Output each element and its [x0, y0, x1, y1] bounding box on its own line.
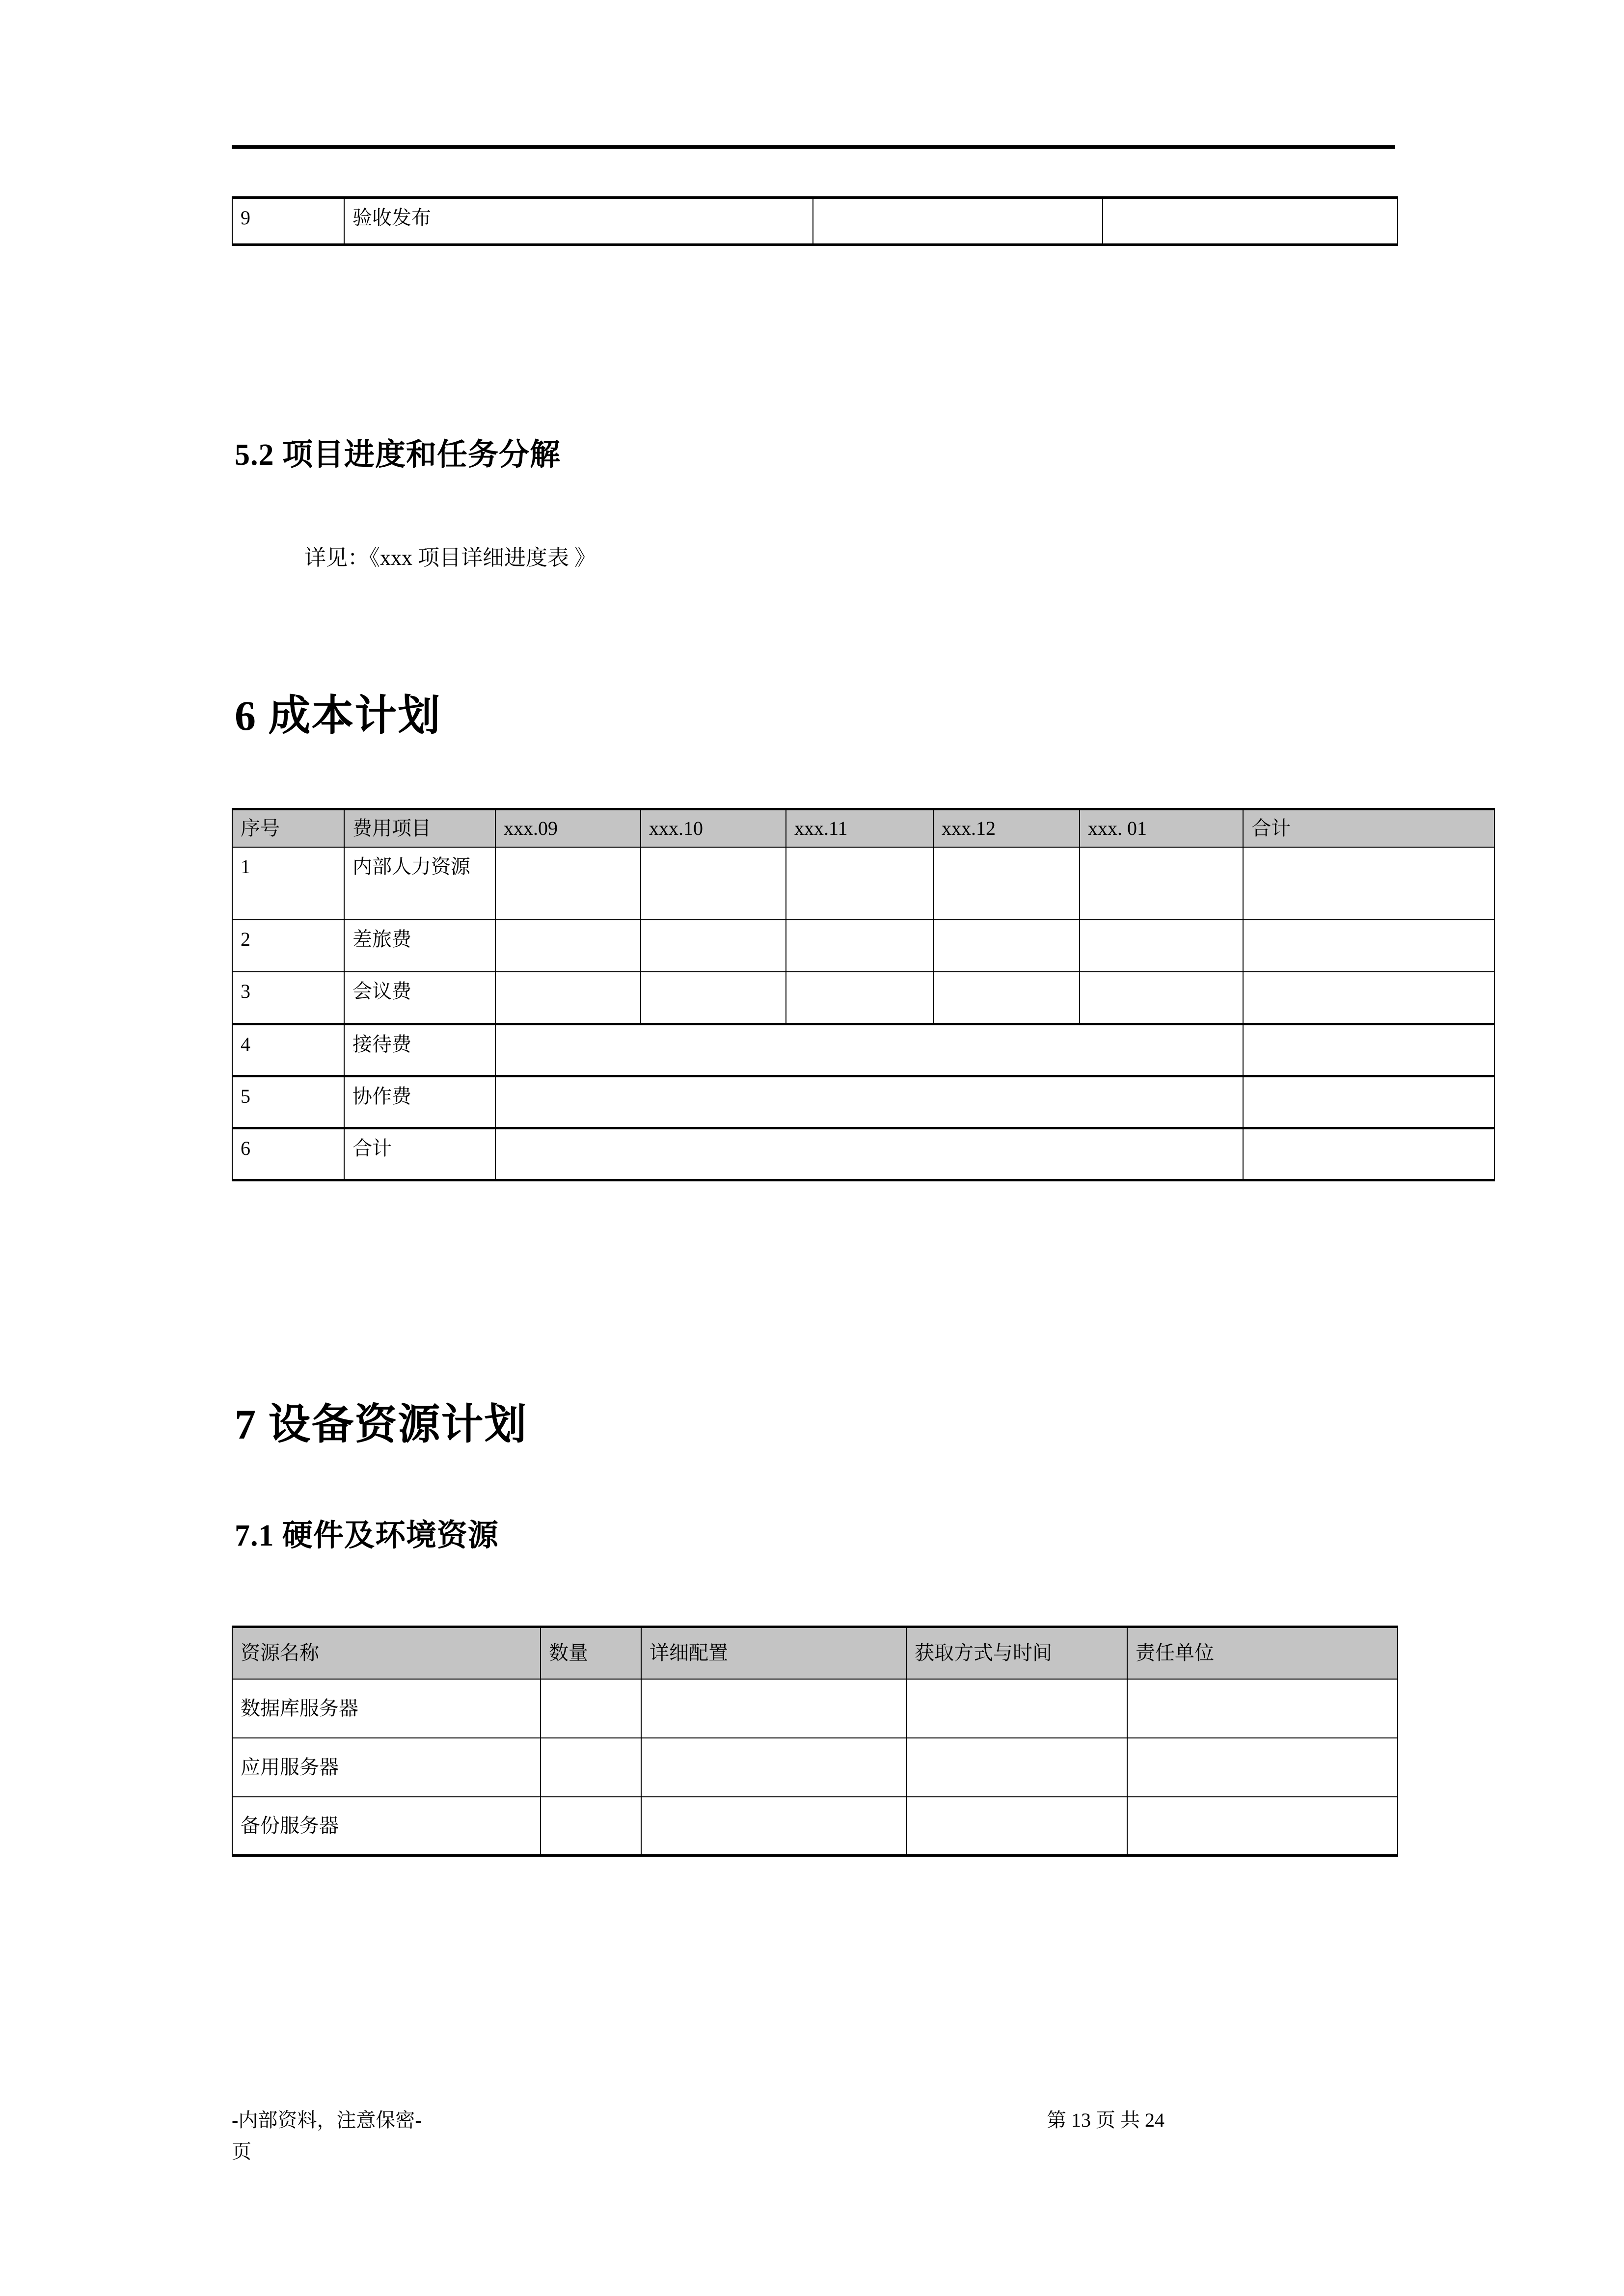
hardware-header-acquire: 获取方式与时间	[906, 1627, 1127, 1679]
cost-cell-merged	[495, 1076, 1243, 1128]
cost-header-item: 费用项目	[344, 809, 495, 848]
footer-confidential-text: -内部资料，注意保密-	[232, 2109, 422, 2131]
cost-header-m11: xxx.11	[786, 809, 933, 848]
footer-confidential-notice	[232, 2105, 674, 2167]
hardware-resource-table	[232, 1626, 1398, 1857]
cost-row-item: 差旅费	[344, 920, 495, 972]
cost-cell-m10	[641, 972, 786, 1024]
heading-7-1: 7.1 硬件及环境资源	[235, 1519, 499, 1552]
table-row	[232, 1738, 1398, 1797]
cost-cell-merged	[495, 1024, 1243, 1076]
cost-cell-m09	[495, 920, 641, 972]
heading-6: 6 成本计划	[235, 692, 441, 739]
task-row-name: 验收发布	[344, 198, 813, 245]
cost-cell-total	[1243, 972, 1494, 1024]
hardware-header-qty: 数量	[541, 1627, 641, 1679]
hardware-row-name: 数据库服务器	[232, 1679, 541, 1738]
hardware-header-name: 资源名称	[232, 1627, 541, 1679]
cost-row-number: 2	[232, 920, 344, 972]
hardware-row-acquire	[906, 1679, 1127, 1738]
table-row	[232, 1679, 1398, 1738]
task-row-col4	[1103, 198, 1398, 245]
cost-cell-m01	[1080, 972, 1243, 1024]
cost-cell-m12	[933, 847, 1080, 920]
cost-header-total: 合计	[1243, 809, 1494, 848]
cost-row-item: 内部人力资源	[344, 847, 495, 920]
cost-cell-m09	[495, 847, 641, 920]
cost-row-number: 5	[232, 1076, 344, 1128]
hardware-row-acquire	[906, 1797, 1127, 1856]
cost-cell-m01	[1080, 920, 1243, 972]
table-row	[232, 972, 1494, 1024]
cost-cell-m10	[641, 847, 786, 920]
cost-table-header-row	[232, 809, 1494, 848]
paragraph-5-2: 详见：《xxx 项目详细进度表 》	[304, 546, 596, 570]
cost-cell-total	[1243, 920, 1494, 972]
footer-confidential-wrap: 页	[232, 2140, 251, 2163]
cost-row-item: 接待费	[344, 1024, 495, 1076]
cost-header-no: 序号	[232, 809, 344, 848]
table-row	[232, 1128, 1494, 1180]
cost-cell-m12	[933, 920, 1080, 972]
hardware-row-acquire	[906, 1738, 1127, 1797]
cost-row-item: 会议费	[344, 972, 495, 1024]
task-row-number: 9	[232, 198, 344, 245]
hardware-row-qty	[541, 1797, 641, 1856]
cost-cell-m10	[641, 920, 786, 972]
cost-cell-total	[1243, 1076, 1494, 1128]
table-row	[232, 1024, 1494, 1076]
hardware-row-config	[641, 1679, 906, 1738]
hardware-row-owner	[1127, 1797, 1398, 1856]
hardware-header-owner: 责任单位	[1127, 1627, 1398, 1679]
heading-5-2: 5.2 项目进度和任务分解	[235, 438, 561, 472]
cost-table	[232, 808, 1495, 1181]
hardware-row-owner	[1127, 1738, 1398, 1797]
table-row	[232, 1797, 1398, 1856]
table-row	[232, 198, 1398, 245]
cost-cell-m11	[786, 847, 933, 920]
hardware-row-config	[641, 1738, 906, 1797]
cost-cell-m09	[495, 972, 641, 1024]
table-row	[232, 1076, 1494, 1128]
cost-header-m09: xxx.09	[495, 809, 641, 848]
cost-row-item: 合计	[344, 1128, 495, 1180]
task-row-col3	[813, 198, 1103, 245]
cost-cell-m11	[786, 920, 933, 972]
cost-row-number: 1	[232, 847, 344, 920]
cost-header-m12: xxx.12	[933, 809, 1080, 848]
table-row	[232, 920, 1494, 972]
cost-row-number: 4	[232, 1024, 344, 1076]
cost-row-number: 3	[232, 972, 344, 1024]
cost-cell-m11	[786, 972, 933, 1024]
hardware-row-qty	[541, 1679, 641, 1738]
cost-cell-total	[1243, 1128, 1494, 1180]
hardware-table-header-row	[232, 1627, 1398, 1679]
task-table-continued	[232, 196, 1398, 246]
cost-row-item: 协作费	[344, 1076, 495, 1128]
hardware-header-config: 详细配置	[641, 1627, 906, 1679]
cost-cell-total	[1243, 847, 1494, 920]
cost-row-number: 6	[232, 1128, 344, 1180]
page-header-rule	[232, 145, 1395, 149]
footer-page-indicator: 第 13 页 共 24	[1047, 2109, 1164, 2131]
table-row	[232, 847, 1494, 920]
cost-cell-merged	[495, 1128, 1243, 1180]
hardware-row-owner	[1127, 1679, 1398, 1738]
heading-7: 7 设备资源计划	[235, 1401, 528, 1448]
hardware-row-qty	[541, 1738, 641, 1797]
cost-cell-m01	[1080, 847, 1243, 920]
cost-header-m10: xxx.10	[641, 809, 786, 848]
hardware-row-name: 应用服务器	[232, 1738, 541, 1797]
cost-cell-total	[1243, 1024, 1494, 1076]
cost-header-m01: xxx. 01	[1080, 809, 1243, 848]
cost-cell-m12	[933, 972, 1080, 1024]
hardware-row-config	[641, 1797, 906, 1856]
hardware-row-name: 备份服务器	[232, 1797, 541, 1856]
